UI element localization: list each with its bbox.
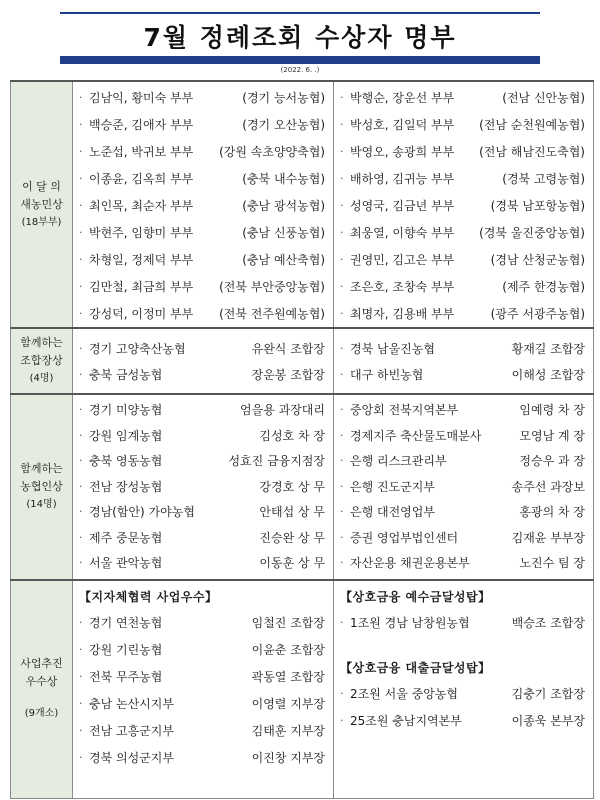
person-title: 이해성 조합장 [511, 367, 585, 382]
coop-name: 중앙회 전북지역본부 [350, 403, 459, 418]
person-title: 정승우 과 장 [519, 454, 585, 469]
coop-name: (경남 산청군농협) [490, 253, 585, 267]
coop-name: (전남 순천원예농협) [479, 118, 585, 132]
person-title: 안태섭 상 무 [259, 505, 325, 520]
coop-name: (충남 광석농협) [242, 199, 325, 213]
list-item: · 충북 영동농협 성효진 금융지점장 [79, 454, 325, 469]
person-title: 김재윤 부부장 [511, 530, 585, 545]
coop-name: (광주 서광주농협) [490, 307, 585, 321]
coop-name: 경북 남울진농협 [350, 341, 435, 356]
person-title: 이종욱 본부장 [511, 714, 585, 728]
list-item: · 전남 고흥군지부 김태훈 지부장 [79, 724, 325, 738]
category-line-1: 이 달 의 [22, 179, 61, 193]
list-item: · 김남익, 황미숙 부부 (경기 능서농협) [79, 91, 325, 105]
coop-name: 충북 금성농협 [89, 367, 163, 382]
coop-name: 충남 논산시지부 [89, 697, 174, 711]
coop-name: (강원 속초양양축협) [219, 145, 325, 159]
list-item: · 차형일, 정제덕 부부 (충남 예산축협) [79, 253, 325, 267]
couple-name: 김만철, 최금희 부부 [89, 280, 194, 294]
section-new-farmer [11, 81, 594, 328]
list-item: · 25조원 충남지역본부 이종욱 본부장 [340, 714, 585, 728]
coop-name: 경북 의성군지부 [89, 751, 174, 765]
person-title: 노진수 팀 장 [519, 556, 585, 571]
couple-name: 박행순, 장운선 부부 [350, 91, 455, 105]
coop-name: 경기 연천농협 [89, 616, 163, 630]
list-item: · 박성호, 김일덕 부부 (전남 순천원예농협) [340, 118, 585, 132]
section-business [11, 580, 594, 798]
person-title: 강경호 상 무 [259, 479, 325, 494]
person-title: 유완식 조합장 [251, 341, 325, 356]
entries-left [73, 81, 334, 328]
coop-name: 경남(함안) 가야농협 [89, 505, 195, 520]
coop-name: 강원 기린농협 [89, 643, 163, 657]
list-item: · 경북 의성군지부 이진창 지부장 [79, 751, 325, 765]
entries-right [334, 328, 594, 394]
list-item: · 대구 하빈농협 이해성 조합장 [340, 367, 585, 382]
coop-name: 전북 무주농협 [89, 670, 163, 684]
couple-name: 권영민, 김고은 부부 [350, 253, 455, 267]
list-item: · 충북 금성농협 장운봉 조합장 [79, 367, 325, 382]
list-item: · 경기 연천농협 임철진 조합장 [79, 616, 325, 630]
category-line-2: 농협인상 [20, 480, 63, 493]
couple-name: 박영오, 송광희 부부 [350, 145, 455, 159]
list-item: · 2조원 서울 중앙농협 김충기 조합장 [340, 687, 585, 701]
document-date: (2022. 6. .) [280, 66, 320, 74]
list-item: · 백승준, 김애자 부부 (경기 오산농협) [79, 118, 325, 132]
coop-name: 자산운용 채권운용본부 [350, 556, 470, 571]
category-line-1: 함께하는 [20, 336, 63, 349]
list-item: · 경북 남울진농협 황재길 조합장 [340, 341, 585, 356]
list-item: · 제주 중문농협 진승완 상 무 [79, 530, 325, 545]
list-item: · 박행순, 장운선 부부 (전남 신안농협) [340, 91, 585, 105]
section-coop-chair [11, 328, 594, 394]
list-item: · 노준섭, 박귀보 부부 (강원 속초양양축협) [79, 145, 325, 159]
person-title: 백승조 조합장 [511, 616, 585, 630]
person-title: 김충기 조합장 [511, 687, 585, 701]
couple-name: 박현주, 임향미 부부 [89, 226, 194, 240]
entries-left [73, 328, 334, 394]
list-item: · 은행 진도군지부 송주선 과장보 [340, 479, 585, 494]
list-item: · 경제지주 축산물도매분사 모영남 계 장 [340, 428, 585, 443]
list-item: · 배하영, 김귀능 부부 (경북 고령농협) [340, 172, 585, 186]
couple-name: 김남익, 황미숙 부부 [89, 91, 194, 105]
category-cell [11, 81, 73, 328]
subsection-heading: 【상호금융 예수금달성탑】 [340, 589, 491, 604]
coop-name: (전남 신안농협) [502, 91, 585, 105]
coop-name: 2조원 서울 중앙농협 [350, 687, 459, 701]
coop-name: (전북 전주원예농협) [219, 307, 325, 321]
coop-name: (경북 울진중앙농협) [479, 226, 585, 240]
list-item: · 강성덕, 이정미 부부 (전북 전주원예농협) [79, 307, 325, 321]
couple-name: 성영국, 김금년 부부 [350, 199, 455, 213]
list-item: · 강원 임계농협 김성호 차 장 [79, 428, 325, 443]
list-item: · 전북 무주농협 곽동열 조합장 [79, 670, 325, 684]
couple-name: 최웅열, 이향숙 부부 [350, 226, 455, 240]
list-item: · 권영민, 김고은 부부 (경남 산청군농협) [340, 253, 585, 267]
couple-name: 배하영, 김귀능 부부 [350, 172, 455, 186]
list-item: · 조은호, 조창숙 부부 (제주 한경농협) [340, 280, 585, 294]
coop-name: 대구 하빈농협 [350, 367, 424, 382]
coop-name: (충남 예산축협) [242, 253, 325, 267]
person-title: 장운봉 조합장 [251, 367, 325, 382]
category-cell [11, 394, 73, 580]
person-title: 이영렬 지부장 [251, 697, 325, 711]
entries-right [334, 580, 594, 798]
list-item: · 최인목, 최순자 부부 (충남 광석농협) [79, 199, 325, 213]
couple-name: 최명자, 김용배 부부 [350, 307, 455, 321]
person-title: 이동훈 상 무 [259, 556, 325, 571]
coop-name: (충북 내수농협) [242, 172, 325, 186]
coop-name: 25조원 충남지역본부 [350, 714, 462, 728]
list-item: · 전남 장성농협 강경호 상 무 [79, 479, 325, 494]
coop-name: (경기 오산농협) [242, 118, 325, 132]
person-title: 임철진 조합장 [251, 616, 325, 630]
category-cell [11, 580, 73, 798]
award-table [10, 80, 594, 799]
couple-name: 최인목, 최순자 부부 [89, 199, 194, 213]
coop-name: 은행 리스크관리부 [350, 454, 447, 469]
category-line-2: 새농민상 [20, 197, 63, 211]
couple-name: 강성덕, 이정미 부부 [89, 307, 194, 321]
list-item: · 이종윤, 김옥희 부부 (충북 내수농협) [79, 172, 325, 186]
list-item: · 성영국, 김금년 부부 (경북 남포항농협) [340, 199, 585, 213]
coop-name: 경제지주 축산물도매분사 [350, 428, 482, 443]
category-line-1: 함께하는 [20, 462, 63, 475]
person-title: 송주선 과장보 [511, 479, 585, 494]
list-item: · 경기 미양농협 엄을용 과장대리 [79, 403, 325, 418]
list-item: · 강원 기린농협 이윤춘 조합장 [79, 643, 325, 657]
person-title: 임예령 차 장 [519, 403, 585, 418]
list-item: · 은행 리스크관리부 정승우 과 장 [340, 454, 585, 469]
coop-name: (경북 고령농협) [502, 172, 585, 186]
title-block [60, 12, 540, 64]
coop-name: (경기 능서농협) [242, 91, 325, 105]
couple-name: 이종윤, 김옥희 부부 [89, 172, 194, 186]
coop-name: 전남 고흥군지부 [89, 724, 174, 738]
list-item: · 1조원 경남 남창원농협 백승조 조합장 [340, 616, 585, 630]
person-title: 곽동열 조합장 [251, 670, 325, 684]
coop-name: 경기 미양농협 [89, 403, 163, 418]
list-item: · 박영오, 송광희 부부 (전남 해남진도축협) [340, 145, 585, 159]
coop-name: 제주 중문농협 [89, 530, 163, 545]
couple-name: 조은호, 조창숙 부부 [350, 280, 455, 294]
entries-right [334, 81, 594, 328]
coop-name: 경기 고양축산농협 [89, 341, 186, 356]
title-top-rule [60, 12, 540, 14]
title-bottom-rule [60, 56, 540, 64]
coop-name: 전남 장성농협 [89, 479, 163, 494]
couple-name: 노준섭, 박귀보 부부 [89, 145, 194, 159]
list-item: · 박현주, 임향미 부부 (충남 신풍농협) [79, 226, 325, 240]
subsection-heading: 【상호금융 대출금달성탑】 [340, 660, 491, 675]
category-line-2: 우수상 [25, 675, 58, 689]
category-cell [11, 328, 73, 394]
list-item: · 자산운용 채권운용본부 노진수 팀 장 [340, 556, 585, 571]
coop-name: (제주 한경농협) [502, 280, 585, 294]
list-item: · 최웅열, 이향숙 부부 (경북 울진중앙농협) [340, 226, 585, 240]
category-count: (14명) [26, 499, 57, 510]
document-title: 7월 정례조회 수상자 명부 [143, 23, 457, 52]
person-title: 엄을용 과장대리 [240, 403, 325, 418]
category-line-1: 사업추진 [20, 657, 63, 671]
couple-name: 차형일, 정제덕 부부 [89, 253, 194, 267]
person-title: 모영남 계 장 [519, 428, 585, 443]
person-title: 이윤춘 조합장 [251, 643, 325, 657]
category-line-2: 조합장상 [20, 354, 63, 367]
coop-name: (전남 해남진도축협) [479, 145, 585, 159]
coop-name: (충남 신풍농협) [242, 226, 325, 240]
coop-name: (경북 남포항농협) [490, 199, 585, 213]
person-title: 김성호 차 장 [259, 428, 325, 443]
list-item: · 중앙회 전북지역본부 임예령 차 장 [340, 403, 585, 418]
list-item: · 경남(함안) 가야농협 안태섭 상 무 [79, 505, 325, 520]
coop-name: 강원 임계농협 [89, 428, 163, 443]
category-count: (18부부) [21, 216, 62, 228]
entries-left [73, 394, 334, 580]
list-item: · 서울 관악농협 이동훈 상 무 [79, 556, 325, 571]
person-title: 이진창 지부장 [251, 751, 325, 765]
couple-name: 박성호, 김일덕 부부 [350, 118, 455, 132]
category-count: (9개소) [24, 708, 59, 720]
list-item: · 김만철, 최금희 부부 (전북 부안중앙농협) [79, 280, 325, 294]
entries-left [73, 580, 334, 798]
list-item: · 충남 논산시지부 이영렬 지부장 [79, 697, 325, 711]
couple-name: 백승준, 김애자 부부 [89, 118, 194, 132]
coop-name: 증권 영업부법인센터 [350, 530, 459, 545]
list-item: · 경기 고양축산농협 유완식 조합장 [79, 341, 325, 356]
coop-name: 은행 진도군지부 [350, 479, 435, 494]
person-title: 황재길 조합장 [511, 341, 585, 356]
person-title: 김태훈 지부장 [251, 724, 325, 738]
coop-name: (전북 부안중앙농협) [219, 280, 325, 294]
subsection-heading: 【지자체협력 사업우수】 [79, 589, 218, 604]
section-nh-person [11, 394, 594, 580]
list-item: · 최명자, 김용배 부부 (광주 서광주농협) [340, 307, 585, 321]
coop-name: 충북 영동농협 [89, 454, 163, 469]
coop-name: 은행 대전영업부 [350, 505, 435, 520]
coop-name: 서울 관악농협 [89, 556, 163, 571]
person-title: 성효진 금융지점장 [228, 454, 325, 469]
person-title: 진승완 상 무 [259, 530, 325, 545]
coop-name: 1조원 경남 남창원농협 [350, 616, 470, 630]
list-item: · 증권 영업부법인센터 김재윤 부부장 [340, 530, 585, 545]
category-count: (4명) [29, 373, 54, 384]
person-title: 홍광의 차 장 [519, 505, 585, 520]
list-item: · 은행 대전영업부 홍광의 차 장 [340, 505, 585, 520]
entries-right [334, 394, 594, 580]
